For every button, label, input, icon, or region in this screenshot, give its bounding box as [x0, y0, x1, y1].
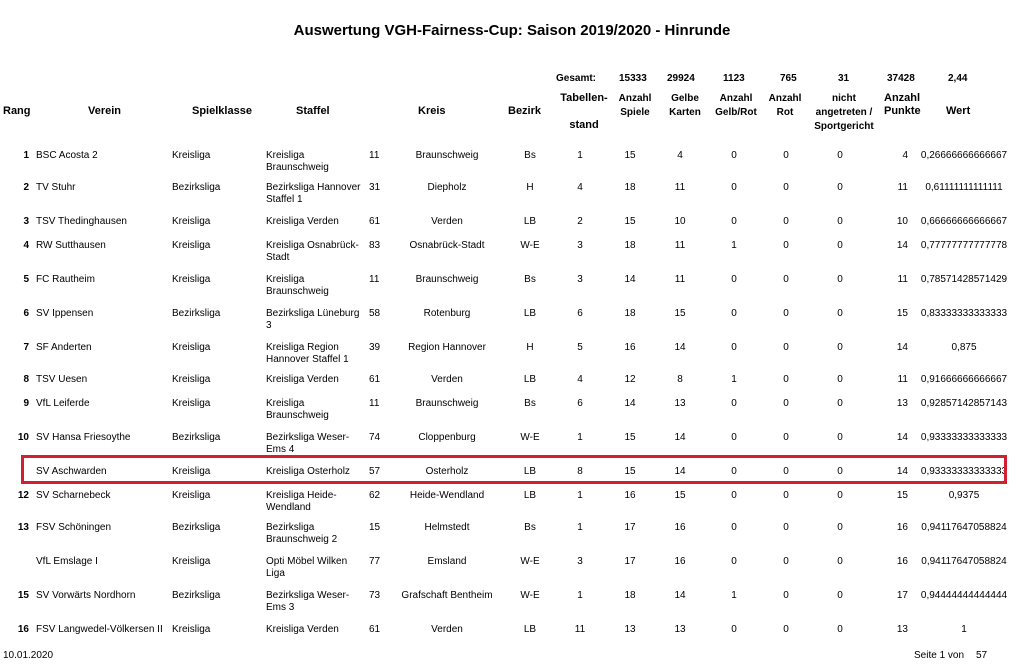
- cell-kreis: Region Hannover: [408, 342, 486, 353]
- cell-rang: 10: [17, 432, 29, 443]
- cell-staffel-nr: 31: [369, 182, 381, 193]
- header-rang: Rang: [3, 105, 31, 117]
- total-gelb-rot: 1123: [723, 73, 745, 84]
- cell-verein: SV Hansa Friesoythe: [36, 432, 131, 443]
- cell-nicht-angetreten: 0: [837, 240, 843, 251]
- cell-punkte: 13: [896, 624, 908, 635]
- cell-rang: 12: [17, 490, 29, 501]
- cell-gelb-rot: 0: [731, 182, 737, 193]
- header-bezirk: Bezirk: [508, 105, 542, 117]
- header-rot-1: Anzahl: [768, 93, 802, 104]
- cell-rot: 0: [783, 624, 789, 635]
- cell-gelb-rot: 1: [731, 590, 737, 601]
- cell-staffel-nr: 11: [369, 150, 380, 161]
- cell-bezirk: H: [526, 182, 534, 193]
- table-row: [0, 556, 1024, 592]
- cell-spiele: 12: [624, 374, 636, 385]
- cell-rot: 0: [783, 490, 789, 501]
- cell-spielklasse: Kreisliga: [172, 342, 211, 353]
- cell-wert: 0,94444444444444: [920, 590, 1008, 601]
- cell-spiele: 18: [624, 590, 636, 601]
- cell-nicht-angetreten: 0: [837, 274, 843, 285]
- cell-wert: 0,9375: [948, 490, 980, 501]
- cell-spiele: 15: [624, 216, 636, 227]
- cell-kreis: Helmstedt: [424, 522, 470, 533]
- cell-bezirk: W-E: [520, 590, 540, 601]
- total-nicht-angetreten: 31: [838, 73, 850, 84]
- cell-rot: 0: [783, 182, 789, 193]
- cell-verein: VfL Emslage I: [36, 556, 98, 567]
- header-gelbe-karten-1: Gelbe: [671, 93, 699, 104]
- cell-kreis: Diepholz: [427, 182, 467, 193]
- cell-bezirk: W-E: [520, 556, 540, 567]
- cell-spielklasse: Kreisliga: [172, 150, 211, 161]
- cell-tabellenstand: 3: [577, 240, 583, 251]
- cell-spielklasse: Bezirksliga: [172, 432, 221, 443]
- cell-verein: SF Anderten: [36, 342, 92, 353]
- cell-spielklasse: Bezirksliga: [172, 182, 221, 193]
- cell-bezirk: W-E: [520, 240, 540, 251]
- cell-staffel: Bezirksliga Hannover Staffel 1: [266, 182, 361, 205]
- cell-tabellenstand: 1: [577, 590, 583, 601]
- cell-tabellenstand: 2: [577, 216, 583, 227]
- cell-staffel-nr: 57: [369, 466, 381, 477]
- cell-gelbe-karten: 16: [674, 522, 686, 533]
- cell-verein: BSC Acosta 2: [36, 150, 98, 161]
- cell-rot: 0: [783, 240, 789, 251]
- cell-rang: 2: [23, 182, 29, 193]
- cell-bezirk: LB: [523, 624, 537, 635]
- cell-staffel: Bezirksliga Braunschweig 2: [266, 522, 338, 545]
- cell-verein: FSV Langwedel-Völkersen II: [36, 624, 163, 635]
- cell-staffel-nr: 73: [369, 590, 381, 601]
- cell-nicht-angetreten: 0: [837, 432, 843, 443]
- cell-bezirk: H: [526, 342, 534, 353]
- cell-nicht-angetreten: 0: [837, 374, 843, 385]
- cell-gelb-rot: 1: [731, 374, 737, 385]
- cell-bezirk: Bs: [524, 274, 536, 285]
- total-rot: 765: [780, 73, 797, 84]
- cell-punkte: 14: [896, 240, 908, 251]
- cell-tabellenstand: 11: [574, 624, 586, 635]
- header-gelb-rot-1: Anzahl: [719, 93, 753, 104]
- cell-staffel: Bezirksliga Weser-Ems 3: [266, 590, 350, 613]
- highlight-box: [21, 455, 1007, 484]
- cell-verein: FSV Schöningen: [36, 522, 112, 533]
- cell-verein: TSV Uesen: [36, 374, 88, 385]
- cell-punkte: 14: [896, 342, 908, 353]
- cell-punkte: 17: [896, 590, 908, 601]
- page-title: Auswertung VGH-Fairness-Cup: Saison 2019/2020 - Hinrunde: [293, 22, 731, 39]
- header-anzahl-spiele-1: Anzahl: [618, 93, 652, 104]
- cell-gelb-rot: 0: [731, 398, 737, 409]
- cell-bezirk: Bs: [524, 522, 536, 533]
- cell-bezirk: Bs: [524, 398, 536, 409]
- cell-staffel: Opti Möbel Wilken Liga: [266, 556, 348, 579]
- cell-spiele: 18: [624, 308, 636, 319]
- cell-wert: 0,26666666666667: [920, 150, 1008, 161]
- header-rot-2: Rot: [776, 107, 794, 118]
- header-kreis: Kreis: [418, 105, 446, 117]
- total-anzahl-punkte: 37428: [887, 73, 915, 84]
- cell-tabellenstand: 1: [577, 150, 583, 161]
- cell-staffel: Kreisliga Braunschweig: [266, 150, 329, 173]
- header-anzahl-punkte-1: Anzahl: [884, 92, 921, 104]
- cell-spiele: 17: [624, 556, 636, 567]
- cell-verein: SV Vorwärts Nordhorn: [36, 590, 136, 601]
- total-wert: 2,44: [948, 73, 968, 84]
- cell-staffel-nr: 61: [369, 216, 381, 227]
- cell-wert: 0,83333333333333: [920, 308, 1008, 319]
- cell-rot: 0: [783, 216, 789, 227]
- table-row: [0, 182, 1024, 218]
- cell-rot: 0: [783, 274, 789, 285]
- cell-rot: 0: [783, 398, 789, 409]
- cell-staffel-nr: 61: [369, 374, 381, 385]
- cell-spielklasse: Kreisliga: [172, 374, 211, 385]
- header-staffel: Staffel: [296, 105, 330, 117]
- cell-nicht-angetreten: 0: [837, 490, 843, 501]
- cell-kreis: Verden: [431, 216, 463, 227]
- cell-punkte: 4: [902, 150, 908, 161]
- cell-bezirk: Bs: [524, 150, 536, 161]
- cell-punkte: 13: [896, 398, 908, 409]
- table-row: [0, 150, 1024, 186]
- header-gelb-rot-2: Gelb/Rot: [715, 107, 757, 118]
- cell-gelb-rot: 0: [731, 308, 737, 319]
- cell-rang: 6: [23, 308, 29, 319]
- cell-spielklasse: Kreisliga: [172, 624, 211, 635]
- cell-spiele: 18: [624, 182, 636, 193]
- cell-kreis: Grafschaft Bentheim: [401, 590, 493, 601]
- cell-verein: FC Rautheim: [36, 274, 95, 285]
- totals-label: Gesamt:: [556, 73, 597, 84]
- cell-spielklasse: Bezirksliga: [172, 590, 221, 601]
- cell-kreis: Emsland: [427, 556, 467, 567]
- cell-punkte: 16: [896, 556, 908, 567]
- cell-spiele: 16: [624, 342, 636, 353]
- cell-gelbe-karten: 15: [674, 490, 686, 501]
- cell-nicht-angetreten: 0: [837, 556, 843, 567]
- cell-spiele: 16: [624, 490, 636, 501]
- cell-rang: 1: [23, 150, 29, 161]
- cell-rang: 3: [23, 216, 29, 227]
- cell-wert: 0,78571428571429: [920, 274, 1008, 285]
- cell-bezirk: W-E: [520, 432, 540, 443]
- cell-staffel: Bezirksliga Weser-Ems 4: [266, 432, 350, 455]
- cell-tabellenstand: 4: [577, 182, 583, 193]
- header-nicht-3: Sportgericht: [814, 121, 874, 132]
- cell-rot: 0: [783, 308, 789, 319]
- cell-gelbe-karten: 10: [674, 216, 686, 227]
- cell-gelbe-karten: 14: [674, 432, 686, 443]
- cell-gelb-rot: 0: [731, 522, 737, 533]
- cell-punkte: 15: [896, 308, 908, 319]
- cell-gelb-rot: 0: [731, 432, 737, 443]
- header-anzahl-punkte-2: Punkte: [884, 105, 921, 117]
- cell-gelb-rot: 1: [731, 240, 737, 251]
- cell-staffel: Kreisliga Verden: [266, 374, 339, 385]
- cell-punkte: 11: [897, 374, 908, 385]
- cell-wert: 0,875: [951, 342, 977, 353]
- cell-gelbe-karten: 11: [674, 182, 686, 193]
- cell-rang: 13: [17, 522, 29, 533]
- cell-gelbe-karten: 16: [674, 556, 686, 567]
- cell-staffel: Kreisliga Osterholz: [266, 466, 350, 477]
- cell-staffel: Kreisliga Region Hannover Staffel 1: [266, 342, 349, 365]
- cell-tabellenstand: 3: [577, 274, 583, 285]
- cell-staffel: Kreisliga Braunschweig: [266, 398, 329, 421]
- cell-staffel-nr: 11: [369, 398, 380, 409]
- cell-wert: 0,91666666666667: [920, 374, 1008, 385]
- cell-nicht-angetreten: 0: [837, 216, 843, 227]
- cell-spiele: 14: [624, 274, 636, 285]
- cell-wert: 0,61111111111111: [925, 182, 1003, 193]
- cell-kreis: Osterholz: [425, 466, 469, 477]
- cell-spielklasse: Kreisliga: [172, 398, 211, 409]
- cell-spielklasse: Kreisliga: [172, 240, 211, 251]
- cell-spiele: 15: [624, 150, 636, 161]
- cell-staffel-nr: 61: [369, 624, 381, 635]
- cell-spiele: 15: [624, 466, 636, 477]
- cell-staffel-nr: 11: [369, 274, 380, 285]
- cell-wert: 0,93333333333333: [920, 466, 1008, 477]
- cell-rang: 9: [23, 398, 29, 409]
- cell-gelbe-karten: 11: [674, 274, 686, 285]
- cell-nicht-angetreten: 0: [837, 522, 843, 533]
- cell-verein: SV Scharnebeck: [36, 490, 111, 501]
- cell-kreis: Braunschweig: [415, 274, 479, 285]
- cell-bezirk: LB: [523, 466, 537, 477]
- cell-nicht-angetreten: 0: [837, 624, 843, 635]
- cell-staffel: Kreisliga Verden: [266, 624, 339, 635]
- header-spielklasse: Spielklasse: [192, 105, 252, 117]
- cell-gelbe-karten: 14: [674, 466, 686, 477]
- cell-bezirk: LB: [523, 490, 537, 501]
- cell-tabellenstand: 6: [577, 398, 583, 409]
- table-row: [0, 590, 1024, 626]
- cell-nicht-angetreten: 0: [837, 182, 843, 193]
- cell-staffel: Kreisliga Heide-Wendland: [266, 490, 337, 513]
- cell-kreis: Osnabrück-Stadt: [409, 240, 485, 251]
- cell-gelb-rot: 0: [731, 216, 737, 227]
- cell-staffel-nr: 39: [369, 342, 381, 353]
- cell-spiele: 14: [624, 398, 636, 409]
- cell-spiele: 13: [624, 624, 636, 635]
- header-wert: Wert: [946, 105, 971, 117]
- cell-spiele: 15: [624, 432, 636, 443]
- header-nicht-2: angetreten /: [815, 107, 873, 118]
- cell-spielklasse: Kreisliga: [172, 466, 211, 477]
- cell-punkte: 15: [896, 490, 908, 501]
- header-tabellenstand-2: stand: [569, 119, 599, 131]
- header-gelbe-karten-2: Karten: [669, 107, 701, 118]
- cell-punkte: 14: [896, 466, 908, 477]
- cell-nicht-angetreten: 0: [837, 590, 843, 601]
- cell-verein: SV Aschwarden: [36, 466, 107, 477]
- cell-wert: 0,94117647058824: [921, 522, 1007, 533]
- cell-spielklasse: Kreisliga: [172, 274, 211, 285]
- header-tabellenstand-1: Tabellen-: [560, 92, 608, 104]
- cell-tabellenstand: 6: [577, 308, 583, 319]
- cell-punkte: 10: [896, 216, 908, 227]
- cell-rot: 0: [783, 522, 789, 533]
- cell-wert: 0,66666666666667: [920, 216, 1008, 227]
- header-anzahl-spiele-2: Spiele: [620, 107, 650, 118]
- cell-gelbe-karten: 15: [674, 308, 686, 319]
- footer-page-total: 57: [976, 650, 988, 661]
- cell-staffel: Kreisliga Verden: [266, 216, 339, 227]
- cell-spielklasse: Bezirksliga: [172, 308, 221, 319]
- cell-punkte: 11: [897, 182, 908, 193]
- cell-rot: 0: [783, 590, 789, 601]
- cell-staffel-nr: 58: [369, 308, 381, 319]
- total-gelbe-karten: 29924: [667, 73, 695, 84]
- cell-gelb-rot: 0: [731, 274, 737, 285]
- cell-gelbe-karten: 13: [674, 624, 686, 635]
- cell-punkte: 14: [896, 432, 908, 443]
- cell-kreis: Braunschweig: [415, 150, 479, 161]
- cell-nicht-angetreten: 0: [837, 466, 843, 477]
- table-row: [0, 398, 1024, 434]
- cell-tabellenstand: 3: [577, 556, 583, 567]
- cell-nicht-angetreten: 0: [837, 150, 843, 161]
- cell-kreis: Braunschweig: [415, 398, 479, 409]
- cell-tabellenstand: 5: [577, 342, 583, 353]
- cell-staffel-nr: 15: [369, 522, 381, 533]
- cell-staffel: Kreisliga Osnabrück-Stadt: [266, 240, 359, 263]
- total-anzahl-spiele: 15333: [619, 73, 647, 84]
- cell-kreis: Verden: [431, 374, 463, 385]
- cell-nicht-angetreten: 0: [837, 308, 843, 319]
- cell-verein: TV Stuhr: [36, 182, 76, 193]
- cell-gelbe-karten: 8: [677, 374, 683, 385]
- table-row: [0, 240, 1024, 276]
- cell-kreis: Rotenburg: [423, 308, 471, 319]
- table-row: [0, 342, 1024, 378]
- cell-nicht-angetreten: 0: [837, 342, 843, 353]
- cell-rang: 5: [23, 274, 29, 285]
- cell-spielklasse: Bezirksliga: [172, 522, 221, 533]
- cell-wert: 0,92857142857143: [920, 398, 1008, 409]
- cell-gelb-rot: 0: [731, 150, 737, 161]
- cell-staffel-nr: 83: [369, 240, 381, 251]
- cell-wert: 0,94117647058824: [921, 556, 1007, 567]
- cell-gelb-rot: 0: [731, 556, 737, 567]
- cell-verein: SV Ippensen: [36, 308, 94, 319]
- cell-tabellenstand: 8: [577, 466, 583, 477]
- cell-punkte: 16: [896, 522, 908, 533]
- cell-gelbe-karten: 4: [677, 150, 683, 161]
- cell-spielklasse: Kreisliga: [172, 556, 211, 567]
- cell-rot: 0: [783, 466, 789, 477]
- cell-nicht-angetreten: 0: [837, 398, 843, 409]
- cell-spielklasse: Kreisliga: [172, 216, 211, 227]
- cell-gelb-rot: 0: [731, 466, 737, 477]
- cell-kreis: Verden: [431, 624, 463, 635]
- table-row: [0, 522, 1024, 558]
- cell-rang: 15: [17, 590, 29, 601]
- cell-rang: 16: [17, 624, 29, 635]
- cell-gelbe-karten: 11: [674, 240, 686, 251]
- cell-staffel: Bezirksliga Lüneburg 3: [266, 308, 360, 331]
- footer-date: 10.01.2020: [3, 650, 54, 661]
- cell-staffel-nr: 62: [369, 490, 381, 501]
- cell-gelbe-karten: 14: [674, 342, 686, 353]
- cell-wert: 1: [961, 624, 967, 635]
- cell-verein: VfL Leiferde: [36, 398, 90, 409]
- cell-punkte: 11: [897, 274, 908, 285]
- cell-gelbe-karten: 14: [674, 590, 686, 601]
- table-row: [0, 490, 1024, 526]
- cell-tabellenstand: 1: [577, 432, 583, 443]
- table-row: [0, 274, 1024, 310]
- cell-rang: 7: [23, 342, 29, 353]
- cell-tabellenstand: 1: [577, 522, 583, 533]
- cell-bezirk: LB: [523, 308, 537, 319]
- cell-staffel-nr: 74: [369, 432, 381, 443]
- cell-tabellenstand: 1: [577, 490, 583, 501]
- cell-gelb-rot: 0: [731, 342, 737, 353]
- header-nicht-1: nicht: [832, 93, 856, 104]
- table-row: [0, 308, 1024, 344]
- cell-spielklasse: Kreisliga: [172, 490, 211, 501]
- cell-rot: 0: [783, 432, 789, 443]
- cell-wert: 0,77777777777778: [920, 240, 1008, 251]
- cell-rang: 8: [23, 374, 29, 385]
- cell-spiele: 18: [624, 240, 636, 251]
- cell-staffel-nr: 77: [369, 556, 381, 567]
- header-verein: Verein: [88, 105, 122, 117]
- cell-rot: 0: [783, 374, 789, 385]
- cell-tabellenstand: 4: [577, 374, 583, 385]
- cell-bezirk: LB: [523, 374, 537, 385]
- cell-staffel: Kreisliga Braunschweig: [266, 274, 329, 297]
- cell-rang: 4: [23, 240, 29, 251]
- cell-verein: TSV Thedinghausen: [36, 216, 127, 227]
- cell-gelb-rot: 0: [731, 624, 737, 635]
- cell-rot: 0: [783, 342, 789, 353]
- cell-kreis: Cloppenburg: [418, 432, 476, 443]
- cell-rot: 0: [783, 150, 789, 161]
- footer-page-label: Seite 1 von: [914, 650, 965, 661]
- cell-bezirk: LB: [523, 216, 537, 227]
- cell-gelb-rot: 0: [731, 490, 737, 501]
- cell-wert: 0,93333333333333: [920, 432, 1008, 443]
- cell-verein: RW Sutthausen: [36, 240, 106, 251]
- cell-rot: 0: [783, 556, 789, 567]
- cell-spiele: 17: [624, 522, 636, 533]
- table-row: [0, 624, 1024, 660]
- cell-gelbe-karten: 13: [674, 398, 686, 409]
- cell-kreis: Heide-Wendland: [409, 490, 485, 501]
